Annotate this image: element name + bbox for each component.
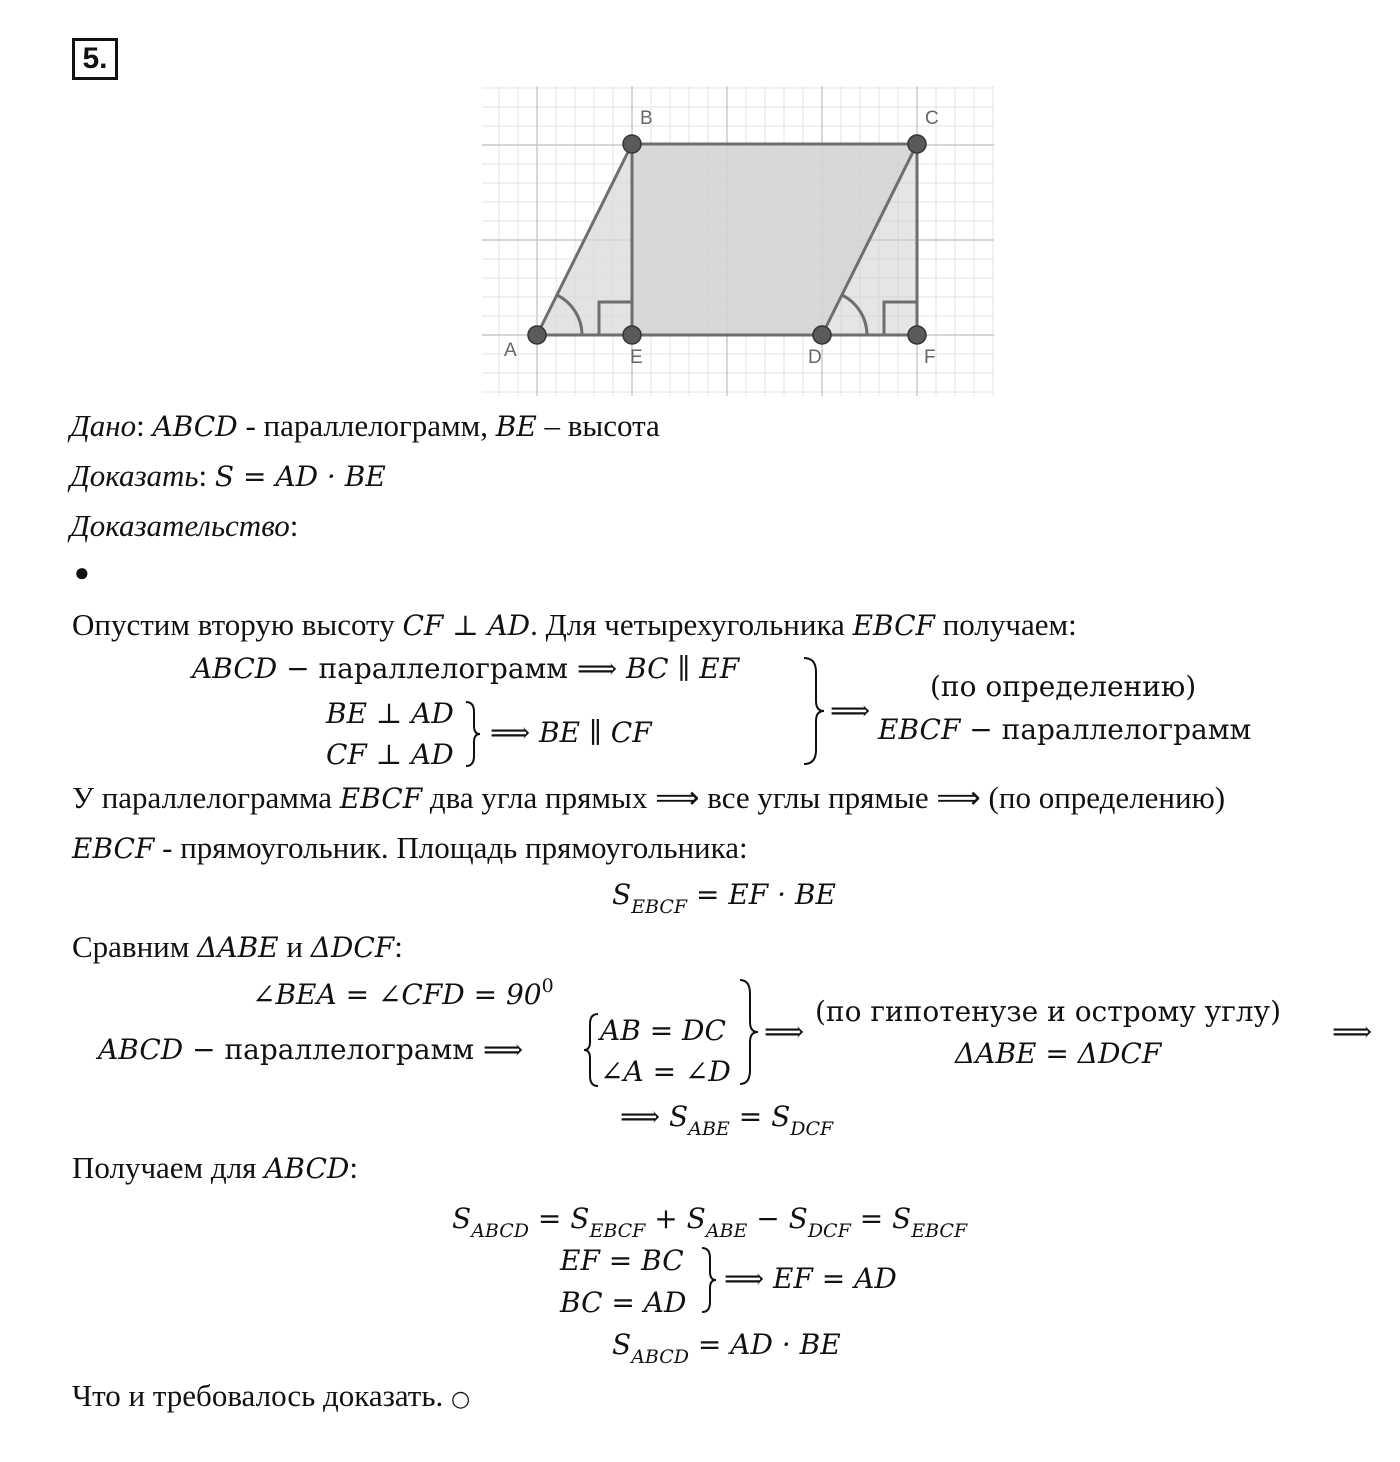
- given-text2: – высота: [536, 408, 660, 443]
- system2-s1: S: [669, 1100, 689, 1133]
- system2-cons-prefix: ⟹: [620, 1100, 670, 1133]
- step2-m2: EBCF: [72, 832, 155, 865]
- final-l1-s2: = S: [529, 1202, 590, 1235]
- step3-text: [72, 929, 403, 966]
- system1-inner-result: ⟹ BE ∥ CF: [490, 716, 652, 749]
- system1-row3: CF ⊥ AD: [326, 738, 454, 771]
- step2-t3: - прямоугольник. Площадь прямоугольника:: [154, 830, 748, 865]
- final-sys-result: ⟹ EF = AD: [724, 1262, 897, 1295]
- label-f: F: [924, 347, 936, 368]
- system1-row1: [192, 652, 739, 685]
- area-rect-formula: [612, 878, 836, 918]
- point-b: [623, 135, 641, 153]
- system2-inner1: AB = DC: [600, 1014, 726, 1047]
- system2-row1-text: ∠BEA = ∠CFD = 90: [252, 978, 542, 1011]
- system1-result-text: − параллелограмм: [960, 713, 1252, 746]
- area-rect-s: S: [612, 878, 632, 911]
- system1-row2: BE ⊥ AD: [326, 697, 454, 730]
- final-l1-s4: − S: [747, 1202, 808, 1235]
- system2-row1: [252, 975, 554, 1011]
- given-line: [70, 408, 660, 445]
- given-label: Дано: [70, 408, 137, 443]
- system1-row1-math: BC ∥ EF: [626, 652, 740, 685]
- step1-m2: EBCF: [852, 609, 935, 642]
- given-object: ABCD: [152, 410, 238, 443]
- bullet-icon: ●: [74, 558, 90, 587]
- step1-m1: CF ⊥ AD: [402, 609, 531, 642]
- step2-t1: У параллелограмма: [72, 780, 340, 815]
- step3-t3: :: [394, 929, 403, 964]
- qed-circle-icon: ○: [451, 1387, 471, 1412]
- point-f: [908, 326, 926, 344]
- step4-text: [72, 1150, 358, 1187]
- final-l1-sub5: EBCF: [911, 1220, 968, 1242]
- prove-line: [70, 458, 386, 495]
- step2-line1: [72, 780, 1225, 817]
- final-l3-rest: = AD · BE: [689, 1328, 841, 1361]
- final-l1-sub3: ABE: [705, 1220, 748, 1242]
- step4-m1: ABCD: [264, 1152, 350, 1185]
- final-line3: [612, 1328, 841, 1368]
- step2-m1: EBCF: [339, 782, 423, 815]
- area-rect-rest: = EF · BE: [687, 878, 836, 911]
- system2-arrow-end: ⟹: [1332, 1015, 1373, 1048]
- system2-eq: =: [729, 1100, 772, 1133]
- final-line1: [452, 1202, 968, 1242]
- conclusion-line: [72, 1378, 470, 1418]
- system2-inner-brace: [582, 1012, 600, 1088]
- final-l3-sub: ABCD: [631, 1346, 689, 1368]
- label-e: E: [630, 347, 643, 368]
- final-l1-s3: + S: [645, 1202, 706, 1235]
- point-e: [623, 326, 641, 344]
- final-l1-sub2: EBCF: [589, 1220, 646, 1242]
- system1-row1-obj: ABCD: [192, 652, 278, 685]
- system1-result: [878, 713, 1251, 746]
- system2-s1-sub: ABE: [688, 1118, 730, 1140]
- conclusion-text: Что и требовалось доказать.: [72, 1378, 451, 1413]
- area-rect-sub: EBCF: [631, 896, 688, 918]
- step2-line2: [72, 830, 748, 867]
- label-b: B: [640, 108, 653, 129]
- system2-s2-sub: DCF: [790, 1118, 834, 1140]
- final-l1-s5: = S: [850, 1202, 912, 1235]
- system1-inner-brace: [464, 700, 482, 768]
- prove-formula: S = AD · BE: [214, 460, 386, 493]
- system2-row2-text: − параллелограмм ⟹: [183, 1033, 524, 1066]
- system1-outer-brace: [800, 656, 826, 766]
- final-l1-s1: S: [452, 1202, 472, 1235]
- step1-t3: получаем:: [934, 607, 1077, 642]
- system1-note: (по определению): [930, 670, 1197, 703]
- system2-consequence: [620, 1100, 834, 1140]
- proof-line: [70, 508, 298, 544]
- point-a: [528, 326, 546, 344]
- step3-t2: и: [278, 929, 311, 964]
- step4-t2: :: [349, 1150, 359, 1185]
- step2-t2: два угла прямых ⟹ все углы прямые ⟹ (по определению): [422, 780, 1226, 815]
- step3-m2: ΔDCF: [310, 931, 395, 964]
- step1-t1: Опустим вторую высоту: [72, 607, 403, 642]
- system2-row2: [98, 1033, 523, 1066]
- point-d: [813, 326, 831, 344]
- parallelogram-figure: [482, 86, 994, 396]
- prove-colon: :: [198, 458, 208, 493]
- system2-arrow: ⟹: [764, 1015, 805, 1048]
- final-l1-sub1: ABCD: [471, 1220, 529, 1242]
- system2-row2-obj: ABCD: [98, 1033, 184, 1066]
- task-number-box: 5.: [72, 38, 118, 80]
- final-sys-row2: BC = AD: [560, 1286, 687, 1319]
- step3-t1: Сравним: [72, 929, 198, 964]
- final-brace: [700, 1246, 718, 1314]
- prove-label: Доказать: [70, 458, 199, 493]
- system2-s2: S: [771, 1100, 791, 1133]
- given-text1: - параллелограмм,: [237, 408, 496, 443]
- step4-t1: Получаем для: [72, 1150, 265, 1185]
- rectangle-fill: [632, 144, 917, 335]
- system2-result: ΔABE = ΔDCF: [955, 1037, 1162, 1070]
- final-l3-s: S: [612, 1328, 632, 1361]
- system2-note: (по гипотенузе и острому углу): [815, 995, 1281, 1028]
- label-d: D: [808, 347, 822, 368]
- step1-t2: . Для четырехугольника: [530, 607, 853, 642]
- system1-result-obj: EBCF: [878, 713, 961, 746]
- label-c: C: [925, 108, 939, 129]
- system2-row1-sup: 0: [541, 975, 554, 997]
- system2-inner2: ∠A = ∠D: [600, 1055, 731, 1088]
- system1-arrow: ⟹: [830, 694, 871, 727]
- given-colon: :: [136, 408, 145, 443]
- label-a: A: [504, 340, 517, 361]
- given-height: BE: [495, 410, 537, 443]
- proof-label: Доказательство: [70, 508, 290, 543]
- system2-outer-brace: [736, 978, 760, 1086]
- step1-text: [72, 607, 1077, 644]
- step3-m1: ΔABE: [197, 931, 279, 964]
- final-sys-row1: EF = BC: [560, 1244, 684, 1277]
- final-l1-sub4: DCF: [807, 1220, 851, 1242]
- system1-row1-text: − параллелограмм ⟹: [277, 652, 627, 685]
- proof-colon: :: [289, 508, 299, 543]
- point-c: [908, 135, 926, 153]
